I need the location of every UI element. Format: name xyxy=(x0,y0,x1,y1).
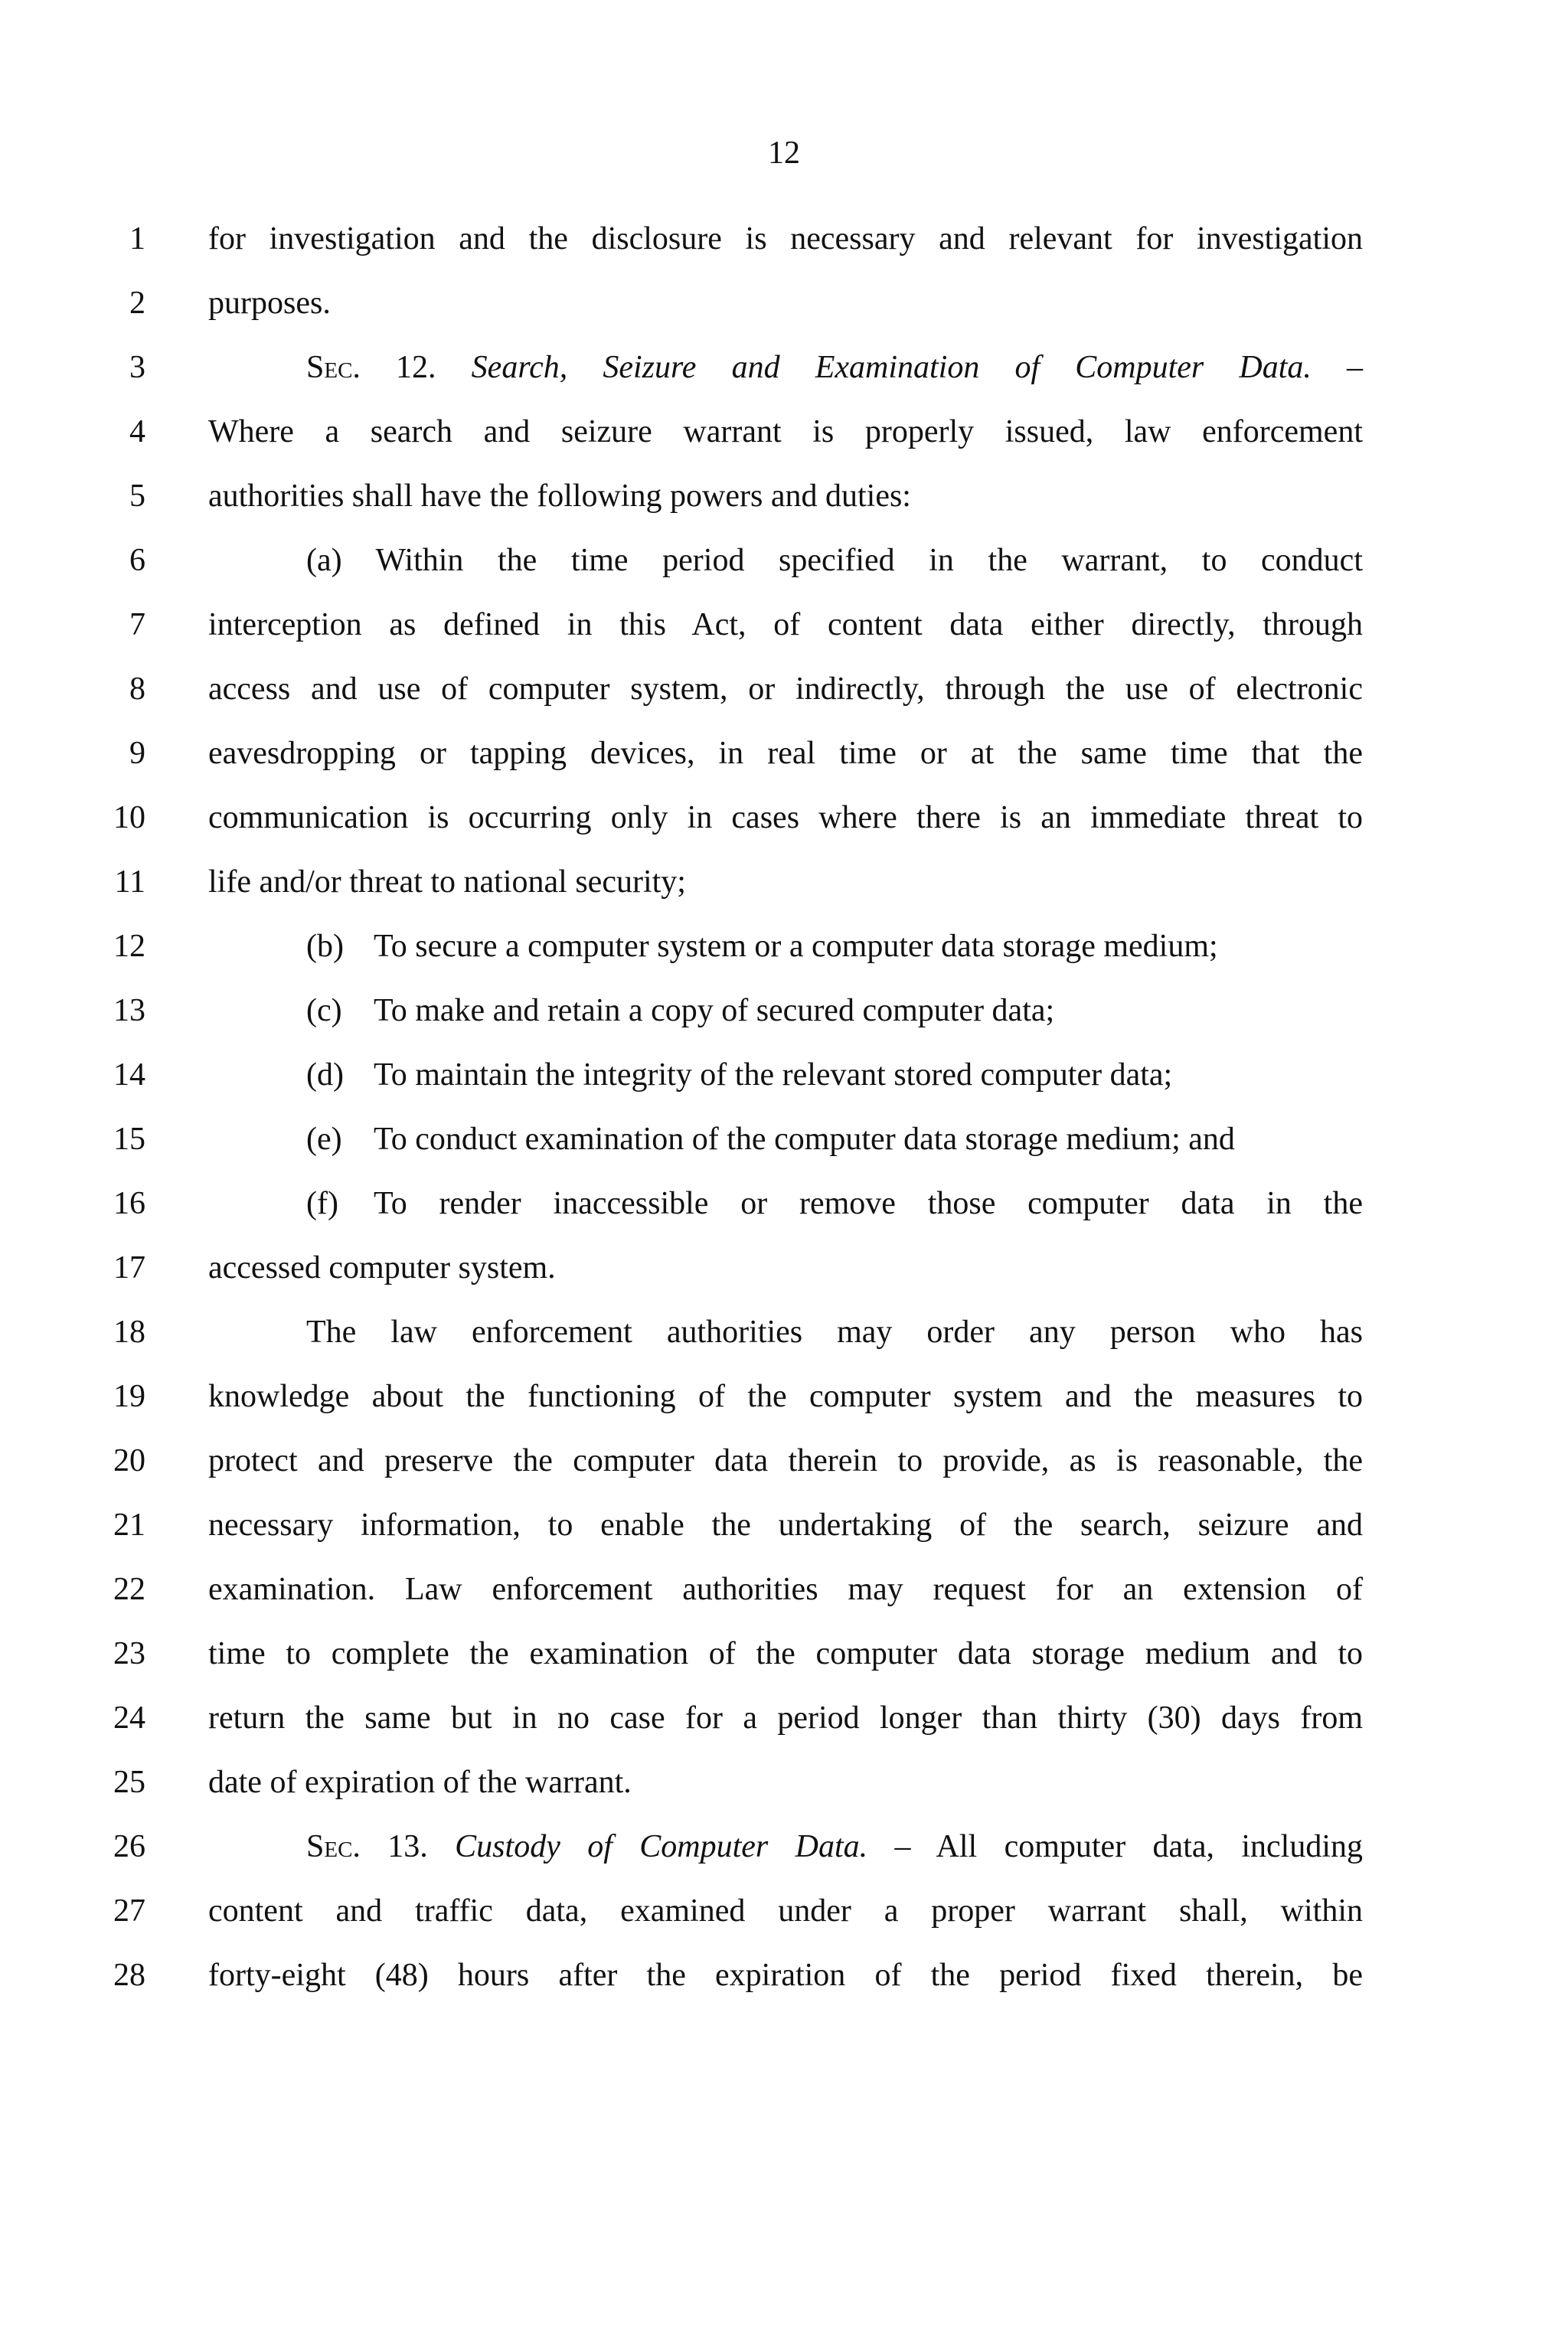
line-number: 21 xyxy=(113,1508,145,1543)
list-item-line xyxy=(0,1171,1568,1236)
page-number: 12 xyxy=(768,136,800,171)
text-line xyxy=(0,207,1568,271)
text-line xyxy=(0,1686,1568,1750)
line-number: 12 xyxy=(113,929,145,964)
list-item-line xyxy=(0,1043,1568,1107)
line-number: 25 xyxy=(113,1765,145,1800)
text-line xyxy=(0,1943,1568,2007)
text-line xyxy=(0,271,1568,335)
line-number: 10 xyxy=(113,800,145,835)
list-item-line xyxy=(0,1107,1568,1171)
line-number: 20 xyxy=(113,1443,145,1478)
line-number: 5 xyxy=(129,479,145,514)
list-marker: (d) xyxy=(306,1057,344,1093)
text-line xyxy=(0,786,1568,850)
section-dash: – xyxy=(1347,350,1363,385)
list-item-line xyxy=(0,528,1568,593)
list-item xyxy=(306,1171,1363,1236)
line-number: 3 xyxy=(129,350,145,385)
list-marker: (e) xyxy=(306,1122,342,1157)
line-text: forty-eight (48) hours after the expiration of the period fixed therein, be xyxy=(208,1958,1363,1993)
line-text: knowledge about the functioning of the computer system and the measures to xyxy=(208,1379,1363,1414)
line-text: protect and preserve the computer data therein to provide, as is reasonable, the xyxy=(208,1443,1363,1478)
text-line xyxy=(0,1429,1568,1493)
line-text: accessed computer system. xyxy=(208,1250,556,1285)
section-heading xyxy=(306,1815,1363,1879)
list-marker: (f) xyxy=(306,1186,338,1221)
line-text: communication is occurring only in cases where there is an immediate threat to xyxy=(208,800,1363,835)
list-item xyxy=(306,1043,1363,1107)
line-text: date of expiration of the warrant. xyxy=(208,1765,632,1800)
text-line xyxy=(0,1622,1568,1686)
line-number: 7 xyxy=(129,607,145,642)
line-text: life and/or threat to national security; xyxy=(208,864,686,900)
text-line xyxy=(0,1879,1568,1943)
list-item-text: To maintain the integrity of the relevant stored computer data; xyxy=(374,1057,1173,1093)
text-line xyxy=(0,1750,1568,1815)
line-number: 24 xyxy=(113,1700,145,1736)
list-item-text: To make and retain a copy of secured computer data; xyxy=(374,993,1055,1028)
line-number: 4 xyxy=(129,414,145,449)
text-line xyxy=(0,1493,1568,1557)
list-marker: (c) xyxy=(306,993,342,1028)
list-item xyxy=(306,914,1363,978)
line-text: return the same but in no case for a period longer than thirty (30) days from xyxy=(208,1700,1363,1736)
line-number: 15 xyxy=(113,1122,145,1157)
text-line xyxy=(0,657,1568,721)
line-number: 28 xyxy=(113,1958,145,1993)
line-number: 17 xyxy=(113,1250,145,1285)
list-item-line xyxy=(0,978,1568,1043)
line-text: authorities shall have the following powers and duties: xyxy=(208,479,911,514)
section-heading xyxy=(306,335,1363,400)
list-marker: (b) xyxy=(306,929,344,964)
list-item-line xyxy=(0,914,1568,978)
line-number: 19 xyxy=(113,1379,145,1414)
line-number: 13 xyxy=(113,993,145,1028)
line-number: 22 xyxy=(113,1572,145,1607)
line-number: 23 xyxy=(113,1636,145,1671)
section-title: Search, Seizure and Examination of Computer Data. xyxy=(471,350,1312,385)
line-text: interception as defined in this Act, of content data either directly, through xyxy=(208,607,1363,642)
text-line xyxy=(0,1236,1568,1300)
line-text: content and traffic data, examined under a proper warrant shall, within xyxy=(208,1893,1363,1929)
line-text: Where a search and seizure warrant is properly issued, law enforcement xyxy=(208,414,1363,449)
list-item xyxy=(306,1107,1363,1171)
list-item-text: To secure a computer system or a computer data storage medium; xyxy=(374,929,1218,964)
section-label: Sec. xyxy=(306,1829,361,1864)
line-number: 18 xyxy=(113,1315,145,1350)
line-number: 2 xyxy=(129,286,145,321)
text-line xyxy=(0,721,1568,786)
text-line xyxy=(0,850,1568,914)
line-text: access and use of computer system, or indirectly, through the use of electronic xyxy=(208,671,1363,707)
line-number: 1 xyxy=(129,221,145,256)
line-number: 11 xyxy=(114,864,145,900)
line-text: The law enforcement authorities may order any person who has xyxy=(306,1315,1363,1350)
line-number: 9 xyxy=(129,736,145,771)
line-number: 26 xyxy=(113,1829,145,1864)
line-text: necessary information, to enable the undertaking of the search, seizure and xyxy=(208,1508,1363,1543)
line-text: (a) Within the time period specified in the warrant, to conduct xyxy=(306,543,1363,578)
line-number: 27 xyxy=(113,1893,145,1929)
line-text: eavesdropping or tapping devices, in real time or at the same time that the xyxy=(208,736,1363,771)
section-title: Custody of Computer Data. xyxy=(455,1829,868,1864)
section-label: Sec. xyxy=(306,350,361,385)
text-line xyxy=(0,1300,1568,1364)
list-item xyxy=(306,978,1363,1043)
section-dash: – xyxy=(894,1829,911,1864)
list-item-text: To conduct examination of the computer data storage medium; and xyxy=(374,1122,1235,1157)
text-line xyxy=(0,1557,1568,1622)
section-heading-line xyxy=(0,1815,1568,1879)
section-text: All computer data, including xyxy=(936,1829,1364,1864)
line-text: for investigation and the disclosure is necessary and relevant for investigation xyxy=(208,221,1363,256)
text-line xyxy=(0,464,1568,528)
line-number: 14 xyxy=(113,1057,145,1093)
line-text: examination. Law enforcement authorities may request for an extension of xyxy=(208,1572,1363,1607)
text-line xyxy=(0,400,1568,464)
section-number: 12. xyxy=(396,350,436,385)
line-text: purposes. xyxy=(208,286,331,321)
list-item-text: To render inaccessible or remove those computer data in the xyxy=(374,1186,1363,1221)
line-number: 6 xyxy=(129,543,145,578)
text-line xyxy=(0,593,1568,657)
line-number: 8 xyxy=(129,671,145,707)
text-line xyxy=(0,1364,1568,1429)
section-heading-line xyxy=(0,335,1568,400)
line-text: time to complete the examination of the computer data storage medium and to xyxy=(208,1636,1363,1671)
line-number: 16 xyxy=(113,1186,145,1221)
section-number: 13. xyxy=(387,1829,428,1864)
